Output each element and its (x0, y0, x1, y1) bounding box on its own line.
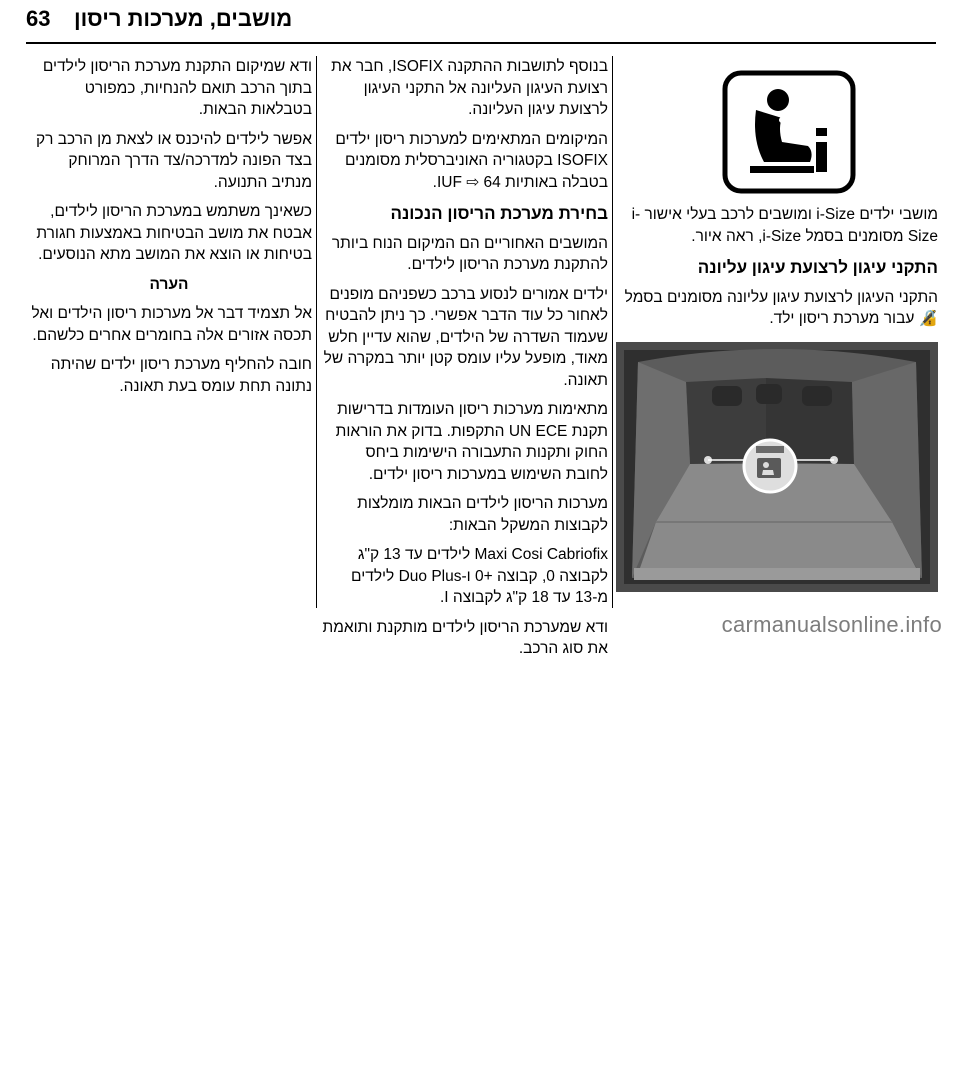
section-heading-top-tether: התקני עיגון לרצועת עיגון עליונה (697, 258, 938, 277)
anchor-symbol-icon: 🔏 (918, 309, 938, 327)
curbside-paragraph: אפשר לילדים להיכנס או לצאת מן הרכב רק בצד הפונה למדרכה/צד הדרך המרוחק מנתיב התנועה. (36, 130, 312, 191)
column-middle (322, 56, 608, 668)
page-number: 63 (26, 6, 51, 31)
watermark: carmanualsonline.info (721, 612, 942, 637)
rear-seats-paragraph: המושבים האחוריים הם המיקום הנוח ביותר להתקנת מערכת הריסון לילדים. (331, 234, 608, 273)
match-vehicle-paragraph: ודא שמערכת הריסון לילדים מותקנת ותואמת את סוג הרכב. (322, 618, 608, 657)
note-paragraph-1: אל תצמיד דבר אל מערכות ריסון הילדים ואל תכסה אזורים אלה בחומרים אחרים כלשהם. (31, 305, 312, 344)
recommended-paragraph: מערכות הריסון לילדים הבאות מומלצות לקבוצות המשקל הבאות: (357, 495, 608, 534)
rear-facing-paragraph: ילדים אמורים לנסוע ברכב כשפניהם מופנים לאחור כל עוד הדבר אפשרי. כך ניתן להבטיח שעמוד השדרה של הילדים, שהוא עדיין חלש מאוד, מופעל עליו עומס קטן יותר במקרה של תאונה. (323, 285, 608, 389)
page-header (0, 0, 960, 44)
column-divider (316, 56, 317, 608)
column-right (616, 56, 938, 592)
isofix-child-seat-icon (722, 70, 856, 194)
column-left (26, 56, 312, 405)
position-check-paragraph: ודא שמיקום התקנת מערכת הריסון לילדים בתוך הרכב תואם להנחיות, כמפורט בטבלאות הבאות. (42, 58, 312, 118)
top-tether-paragraph (616, 287, 938, 330)
isize-paragraph: מושבי ילדים i-Size ומושבים לרכב בעלי אישור i-Size מסומנים בסמל i-Size, ראה איור. (631, 206, 938, 245)
isofix-attach-paragraph: בנוסף לתושבות ההתקנה ISOFIX, חבר את רצועת העיגון העליונה אל התקני העיגון לרצועת עיגון העליונה. (331, 58, 608, 118)
secure-seat-paragraph: כשאינך משתמש במערכת הריסון לילדים, אבטח את מושב הבטיחות באמצעות חגורת בטיחות או הוצא את המושב מתא הנוסעים. (36, 203, 312, 263)
top-tether-badge-label (748, 1055, 754, 1077)
un-ece-paragraph: מתאימות מערכות ריסון העומדות בדרישות תקנת UN ECE התקפות. בדוק את הוראות החוק ותקנות התעבורה הישימות ביחס לחובת השימוש במערכות ריסון ילדים. (335, 401, 608, 483)
note-title: הערה (149, 275, 189, 293)
header-rule (26, 42, 936, 44)
cargo-area-photo (616, 342, 938, 592)
section-heading-choose-system: בחירת מערכת הריסון הנכונה (390, 204, 608, 223)
iuf-paragraph: המיקומים המתאימים למערכות ריסון ילדים ISOFIX בקטגוריה האוניברסלית מסומנים בטבלה באותיות IUF ⇨ 64. (335, 130, 608, 191)
maxi-cosi-paragraph: Maxi Cosi Cabriofix לילדים עד 13 ק"ג לקבוצה 0, קבוצה +0 ו-Duo Plus לילדים מ-13 עד 18 ק"ג לקבוצה I. (351, 546, 608, 606)
top-tether-text-before: התקני העיגון לרצועת עיגון עליונה מסומנים בסמל (624, 288, 938, 306)
top-tether-text-after: עבור מערכת ריסון ילד. (769, 310, 915, 327)
running-title: מושבים, מערכות ריסון (74, 6, 293, 31)
note-paragraph-2: חובה להחליף מערכת ריסון ילדים שהיתה נתונה תחת עומס בעת תאונה. (50, 356, 312, 395)
column-divider (612, 56, 613, 608)
